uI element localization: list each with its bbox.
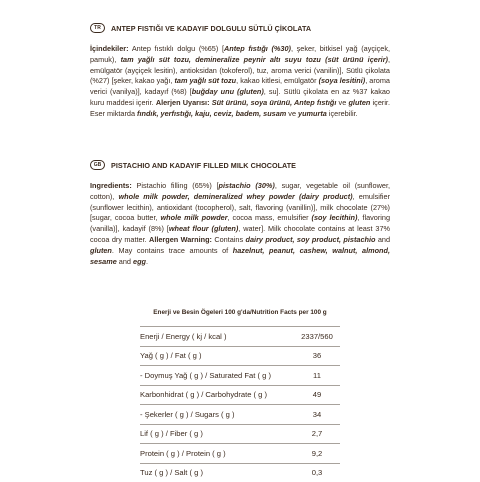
nutrition-label: - Şekerler ( g ) / Sugars ( g ) (140, 405, 294, 425)
nutrition-row (140, 463, 340, 482)
tr-text-segment: fındık, yerfıstığı, kaju, ceviz, badem, susam (137, 108, 287, 118)
gb-text-segment: hazelnut, peanut, cashew, walnut, almond, sesame (90, 245, 391, 266)
tr-text-segment: Antep fıstıklı dolgu (%65) [ (131, 44, 224, 53)
gb-text-segment: whole milk powder, demineralized whey powder (dairy product) (118, 191, 353, 201)
tr-text-segment: (soya lesitini) (318, 76, 366, 86)
gb-text-segment: and (116, 256, 134, 266)
nutrition-row (140, 366, 340, 386)
tr-text-segment: içerebilir. (326, 108, 358, 118)
gb-text-segment: dairy product, soy product, pistachio (245, 234, 376, 244)
nutrition-value: 36 (294, 346, 340, 366)
tr-text-segment: Antep fıstığı (%30) (224, 44, 291, 53)
nutrition-row (140, 385, 340, 405)
tr-text-segment: tam yağlı süt tozu (174, 76, 237, 86)
nutrition-value: 34 (294, 405, 340, 425)
gb-flag-badge: GB (90, 160, 105, 170)
gb-section-header (90, 160, 296, 170)
nutrition-label: - Doymuş Yağ ( g ) / Saturated Fat ( g ) (140, 366, 294, 386)
gb-text-segment: Pistachio filling (65%) [ (131, 181, 219, 190)
nutrition-row (140, 424, 340, 444)
nutrition-value: 0,3 (311, 468, 323, 478)
gb-text-segment: , flavoring (vanilla)], kadayif (8%) [ (90, 213, 390, 234)
gb-ingredients-paragraph (90, 181, 390, 267)
nutrition-label: Protein ( g ) / Protein ( g ) (140, 444, 294, 464)
nutrition-row (140, 444, 340, 464)
tr-text-segment: , aroma verici (vanilya)], kadayıf (%8) [ (90, 76, 390, 97)
nutrition-label: Tuz ( g ) / Salt ( g ) (140, 468, 204, 478)
gb-text-segment: Allergen Warning: (149, 234, 212, 244)
tr-title: ANTEP FISTIĞI VE KADAYIF DOLGULU SÜTLÜ ÇİKOLATA (111, 23, 312, 33)
tr-text-segment: yumurta (298, 108, 327, 118)
nutrition-label: Enerji / Energy ( kj / kcal ) (140, 327, 294, 347)
tr-text-segment: gluten (348, 97, 371, 107)
tr-text-segment: ve (336, 97, 349, 107)
tr-section-header (90, 23, 311, 33)
gb-text-segment: , sugar, vegetable oil (sunflower, cotton), (90, 181, 390, 201)
tr-text-segment: , emülgatör (ayçiçek lesitin), antioksidan (tokoferol), tuz, aroma verici (vanilin)], Sütlü çikolata (%27) [şeker, kakao yağı, (90, 54, 390, 86)
nutrition-row (140, 327, 340, 347)
nutrition-row (140, 405, 340, 425)
tr-ingredients-label: İçindekiler: (90, 44, 129, 53)
gb-text-segment: , water]. Milk chocolate contains at least 37% cocoa dry matter. (90, 224, 390, 244)
tr-ingredients-paragraph (90, 44, 390, 120)
gb-text-segment: pistachio (30%) (218, 181, 275, 190)
tr-text-segment: Alerjen Uyarısı: (155, 97, 212, 107)
gb-text-segment: gluten (90, 245, 112, 255)
nutrition-header: Enerji ve Besin Ögeleri 100 g'da/Nutrition Facts per 100 g (153, 309, 327, 316)
tr-text-segment: , şeker, bitkisel yağ (ayçiçek, pamuk), (90, 44, 391, 64)
nutrition-value: 49 (294, 385, 340, 405)
tr-text-segment: , su]. Sütlü çikolata en az %37 kakao kuru maddesi içerir. (90, 87, 390, 107)
tr-text-segment: buğday unu (gluten) (191, 87, 264, 97)
nutrition-label: Yağ ( g ) / Fat ( g ) (140, 346, 294, 366)
gb-text-segment: and (375, 234, 391, 244)
tr-text-segment: tam yağlı süt tozu, demineralize peynir altı suyu tozu (süt ürünü içerir) (120, 54, 388, 64)
tr-text-segment: içerir. Eser miktarda (90, 97, 390, 118)
nutrition-value: 11 (294, 366, 340, 386)
nutrition-value: 2337/560 (294, 327, 340, 347)
nutrition-row (140, 346, 340, 366)
gb-text-segment: Contains (211, 234, 246, 244)
nutrition-label: Lif ( g ) / Fiber ( g ) (140, 424, 294, 444)
gb-ingredients-label: Ingredients: (90, 181, 132, 190)
nutrition-value: 9,2 (294, 444, 340, 464)
gb-text-segment: whole milk powder (160, 213, 228, 223)
gb-text-segment: , emulsifier (sunflower lecithin), antioxidant (tocopherol), salt, flavoring (vanillin)], milk chocolate (27%) [sugar, cocoa butter, (90, 191, 390, 223)
nutrition-label: Karbonhidrat ( g ) / Carbohydrate ( g ) (140, 385, 294, 405)
tr-text-segment: , kakao kitlesi, emülgatör (236, 76, 319, 86)
nutrition-value: 2,7 (294, 424, 340, 444)
gb-text-segment: , cocoa mass, emulsifier (227, 213, 312, 223)
gb-title: PISTACHIO AND KADAYIF FILLED MILK CHOCOLATE (111, 160, 297, 170)
tr-text-segment: ve (286, 108, 299, 118)
gb-text-segment: egg (133, 256, 146, 266)
tr-text-segment: Süt ürünü, soya ürünü, Antep fıstığı (211, 97, 337, 107)
gb-text-segment: (soy lecithin) (311, 213, 358, 223)
nutrition-table (140, 326, 340, 482)
tr-flag-badge: TR (90, 23, 105, 33)
gb-text-segment: wheat flour (gluten) (168, 224, 239, 234)
gb-text-segment: . May contains trace amounts of (111, 245, 233, 255)
gb-text-segment: . (146, 256, 149, 266)
